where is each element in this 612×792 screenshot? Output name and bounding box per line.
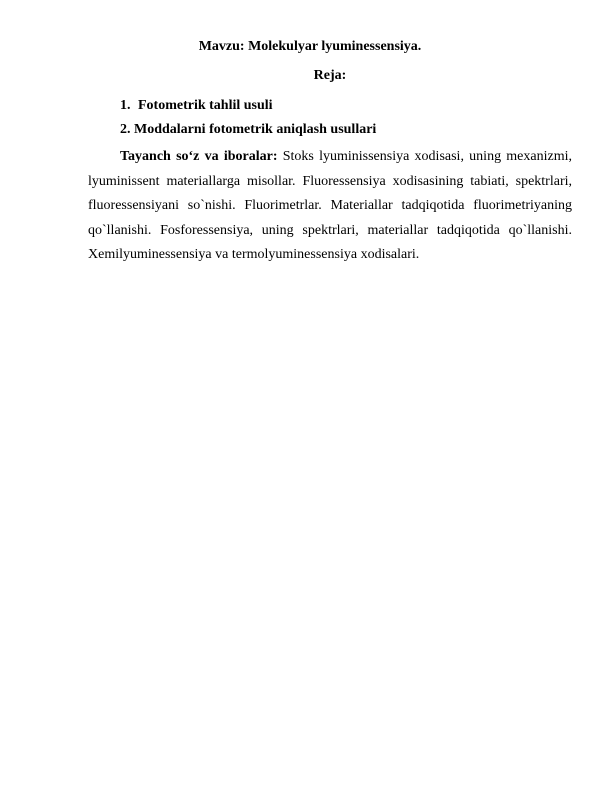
document-title: Mavzu: Molekulyar lyuminessensiya. — [198, 39, 422, 54]
keywords-paragraph — [88, 145, 572, 268]
keywords-label: Tayanch so‘z va iboralar: — [120, 149, 278, 164]
plan-item-number: 1. — [120, 98, 131, 113]
keywords-text: Stoks lyuminissensiya xodisasi, uning mexanizmi, lyuminissent materiallarga misollar. Fluoressensiya xodisasining tabiati, spektrlari, fluoressensiyani so`nishi. Fluorimetrlar. Materiallar tadqiqotida fluorimetriyaning qo`llanishi. Fosforessensiya, uning spektrlari, materiallar tadqiqotida qo`llanishi. Xemilyuminessensiya va termolyuminessensiya xodisalari. — [88, 149, 572, 262]
plan-heading: Reja: — [313, 68, 347, 83]
plan-item — [120, 97, 273, 115]
plan-item-text: Moddalarni fotometrik aniqlash usullari — [134, 122, 377, 137]
plan-item-text: Fotometrik tahlil usuli — [138, 98, 273, 113]
plan-item — [120, 121, 376, 139]
plan-item-number: 2. — [120, 122, 131, 137]
